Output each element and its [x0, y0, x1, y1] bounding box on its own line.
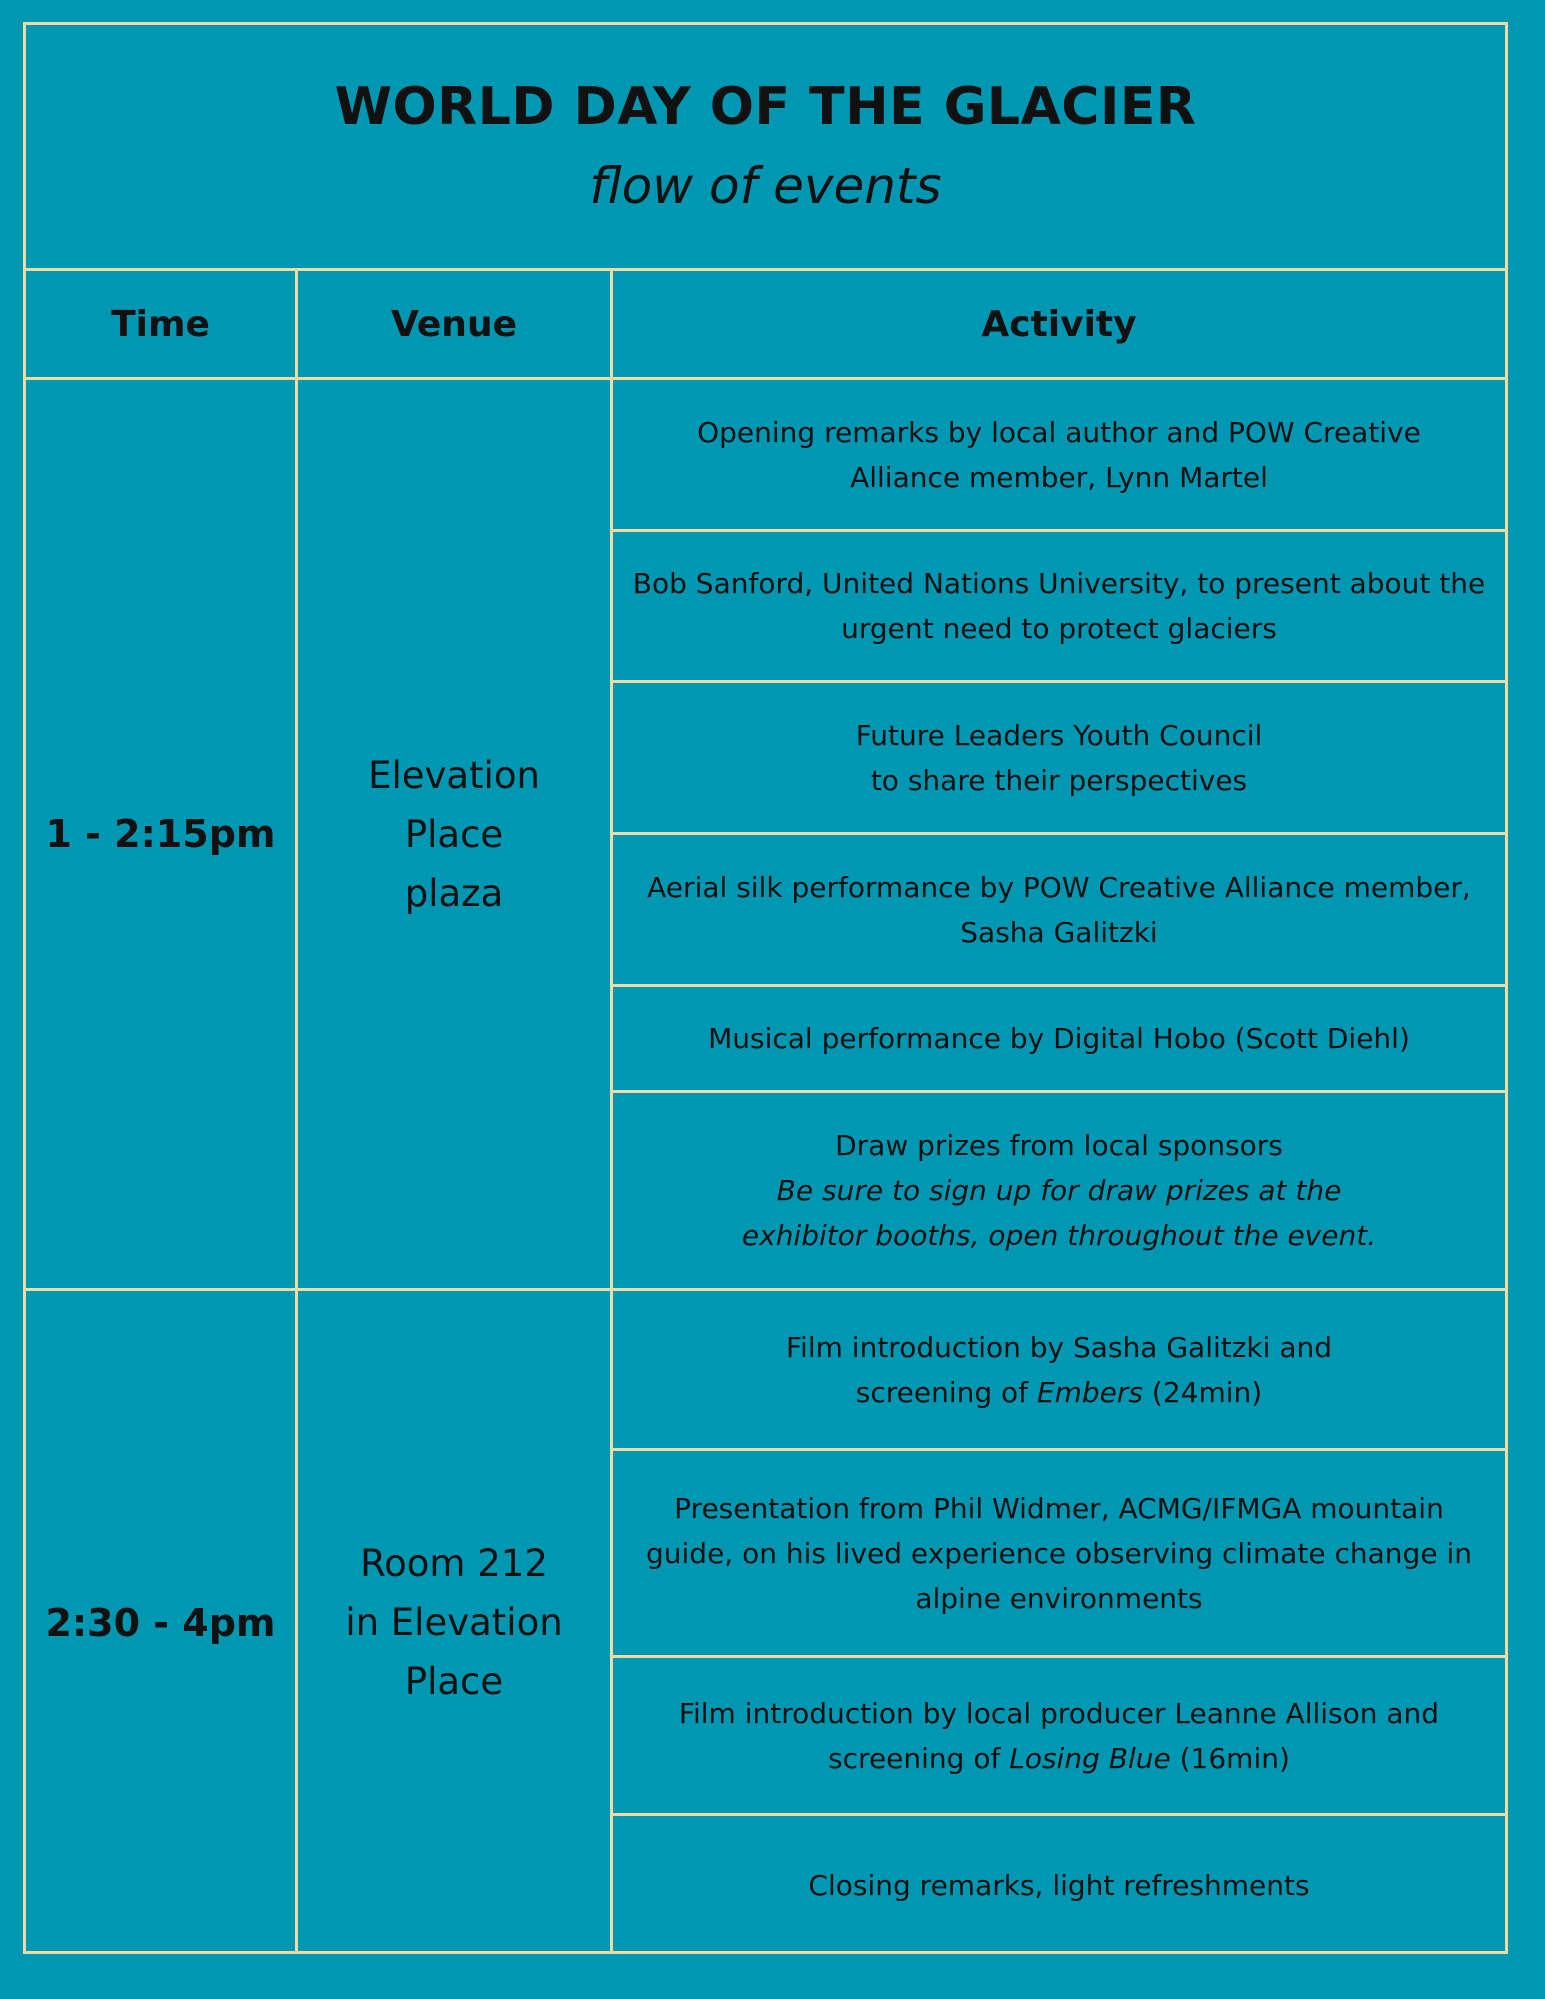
activity-cell: [613, 380, 1505, 529]
venue-line: in Elevation: [345, 1601, 563, 1644]
activity-line: [786, 1370, 1332, 1415]
session-venue: [298, 1291, 610, 1954]
activity-cell: [613, 1816, 1505, 1954]
activity-line: Musical performance by Digital Hobo (Scott Diehl): [708, 1022, 1410, 1055]
activity-text: (24min): [1143, 1375, 1263, 1409]
activity-line: Presentation from Phil Widmer, ACMG/IFMGA mountain: [674, 1491, 1444, 1525]
activity-cell: [613, 835, 1505, 984]
activity-cell: [613, 1093, 1505, 1288]
venue-line: Room 212: [360, 1542, 548, 1585]
venue-line: Place: [404, 812, 504, 856]
activity-line: Draw prizes from local sponsors: [835, 1129, 1283, 1162]
activity-line: Film introduction by local producer Leanne Allison and: [678, 1696, 1440, 1730]
session-venue: [298, 380, 610, 1288]
activity-text: (16min): [1170, 1741, 1290, 1775]
activity-line: [679, 1736, 1439, 1781]
activity-line: Aerial silk performance by POW Creative Alliance member,: [647, 870, 1471, 904]
session-time: 2:30 - 4pm: [45, 1600, 276, 1645]
venue-line: Elevation: [368, 753, 540, 797]
film-title: Losing Blue: [1009, 1741, 1171, 1775]
activity-text: screening of: [855, 1375, 1037, 1409]
activity-line: Future Leaders Youth Council: [855, 718, 1263, 752]
activity-line: urgent need to protect glaciers: [841, 612, 1277, 645]
film-title: Embers: [1036, 1375, 1144, 1409]
page-subtitle: flow of events: [589, 157, 942, 215]
activity-line: Alliance member, Lynn Martel: [850, 460, 1268, 494]
column-header-time: Time: [111, 303, 210, 345]
activity-cell: [613, 1291, 1505, 1448]
activity-line: alpine environments: [915, 1581, 1203, 1615]
activity-line: Bob Sanford, United Nations University, to present about the: [632, 567, 1486, 600]
session-time: 1 - 2:15pm: [45, 812, 276, 856]
activity-cell: [613, 1451, 1505, 1655]
activity-line: Film introduction by Sasha Galitzki and: [785, 1330, 1332, 1364]
activity-line: guide, on his lived experience observing climate change in: [646, 1536, 1472, 1570]
column-header-activity: Activity: [981, 303, 1137, 345]
activity-line: Closing remarks, light refreshments: [808, 1868, 1310, 1902]
activity-line: Sasha Galitzki: [960, 915, 1158, 949]
activity-cell: [613, 987, 1505, 1090]
page-title: WORLD DAY OF THE GLACIER: [334, 77, 1197, 137]
column-header-venue: Venue: [391, 303, 517, 345]
activity-cell: [613, 683, 1505, 832]
activity-line: to share their perspectives: [870, 763, 1248, 797]
activity-line: Opening remarks by local author and POW Creative: [697, 415, 1421, 449]
venue-line: plaza: [404, 871, 504, 915]
venue-line: Place: [404, 1660, 504, 1703]
activity-note-line: Be sure to sign up for draw prizes at the: [776, 1174, 1342, 1207]
activity-note-line: exhibitor booths, open throughout the event.: [741, 1219, 1377, 1252]
schedule-header: [26, 25, 1505, 271]
activity-text: screening of: [828, 1741, 1010, 1775]
schedule-frame: [23, 22, 1508, 1954]
activity-cell: [613, 532, 1505, 680]
activity-cell: [613, 1658, 1505, 1813]
